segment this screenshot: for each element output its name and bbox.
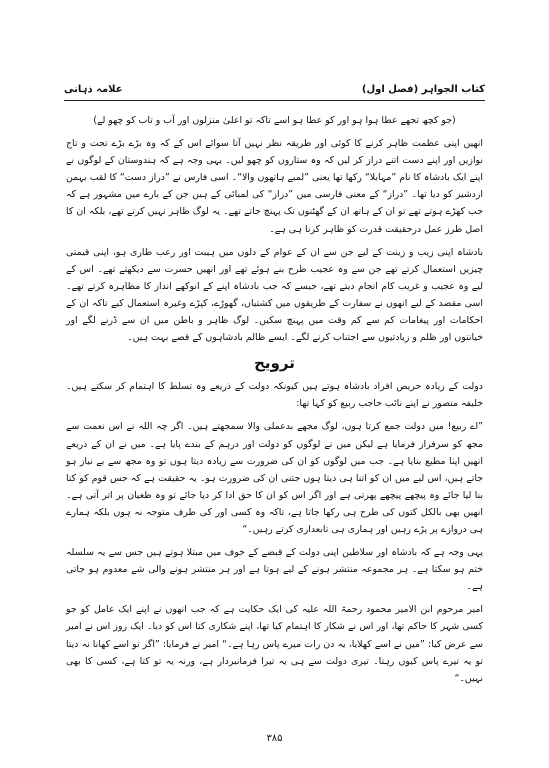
page-number: ۳۸۵ [266, 733, 283, 744]
block-quote: ”اے ربیع! میں دولت جمع کرتا ہوں، لوگ مجھے بدعملی والا سمجھتے ہیں۔ اگر چہ اللہ نے اس نعمت سے مجھ کو سرفراز فرمایا ہے لیکن میں نے لوگوں کو دولت اور درہم کے بندے پایا ہے۔ میں نے ان کے ذریعے انھیں اپنا مطیع بنایا ہے۔ جب میں لوگوں کو ان کی ضرورت سے زیادہ دیتا ہوں تو وہ مجھ سے بے نیاز ہو جاتے ہیں، اس لیے میں ان کو اتنا ہی دیتا ہوں جتنی ان کی ضرورت ہو۔ یہ حقیقت ہے کہ جس قوم کو کتا بنا لیا جائے وہ پیچھے پیچھے پھرتی ہے اور اگر اس کو ان کا حق ادا کر دیا جائے تو وہ طغیان پر اتر آتی ہے۔ انھیں بھی بالکل کتوں کی طرح ہی رکھا جاتا ہے، تاکہ وہ کسی اور کی طرف متوجہ نہ ہوں بلکہ ہمارے ہی دروازے پر پڑے رہیں اور ہماری ہی تابعداری کرتے رہیں۔“ [66, 421, 483, 535]
subtitle: (جو کچھ تجھے عطا ہوا ہو اور کو عطا ہو اسے تاکہ تو اعلیٰ منزلوں اور آب و تاب کو چھو لے) [93, 115, 456, 126]
paragraph: بادشاہ اپنی زیب و زینت کے لیے جن سے ان کے عوام کے دلوں میں ہیبت اور رعب طاری ہو، اپنی قیمتی چیزیں استعمال کرتے تھے جن سے وہ عجیب طرح بنے ہوئے تھے اور انھیں حسرت سے دیکھتے تھے۔ اس کے لیے وہ عجیب و غریب کام انجام دیتے تھے، جیسے کہ جب بادشاہ اپنے کے انوکھے انداز کا مظاہرہ کرتے تھے۔ اسی مقصد کے لیے انھوں نے سفارت کے طریقوں میں کشتیاں، گھوڑے، کپڑے وغیرہ استعمال کیے تاکہ ان کے احکامات اور پیغامات کم سے کم وقت میں پہنچ سکیں۔ لوگ ظاہر و باطن میں ان سے ڈرنے لگے اور خیانتوں اور ظلم و زیادتیوں سے اجتناب کرنے لگے۔ ایسے ظالم بادشاہوں کے قصے بہت ہیں۔ [66, 246, 483, 344]
page-body [66, 112, 483, 693]
paragraph: یہی وجہ ہے کہ بادشاہ اور سلاطین اپنی دولت کے قبضے کے خوف میں مبتلا ہوتے ہیں جس سے یہ سلسلہ ختم ہو سکتا ہے۔ ہر مجموعہ منتشر ہونے کے لیے ہوتا ہے اور ہر منتشر ہونے والی شے معدوم ہو جاتی ہے۔ [66, 547, 483, 593]
author-name: علامہ ذہانی [64, 84, 123, 95]
paragraph: انھیں اپنی عظمت ظاہر کرنے کا کوئی اور طریقہ نظر نہیں آتا سوائے اس کے کہ وہ بڑے بڑے تحت و تاج نوازیں اور اپنے دست اتنے دراز کر لیں کہ وہ ستاروں کو چھو لیں۔ یہی وجہ ہے کہ ہندوستان کے لوگوں نے اپنے ایک بادشاہ کا نام ”مہابلا“ رکھا تھا یعنی ”لمبے ہاتھوں والا“۔ اسی فارس نے ”دراز دست“ کا لقب بہمن اردشیر کو دیا تھا۔ ”دراز“ کے معنی فارسی میں ”دراز“ کی لمبائی کے ہیں جن کے بارے میں مشہور ہے کہ جب کھڑے ہوتے تھے تو ان کے ہاتھ ان کے گھٹنوں تک پہنچ جاتے تھے۔ یہ لوگ ظاہر نہیں کرتے تھے، بلکہ ان کا اصل طرز عمل درحقیقت قدرت کو ظاہر کرنا ہی ہے۔ [66, 138, 483, 235]
paragraph: امیر مرحوم ابن الامیر محمود رحمۃ اللہ علیہ کی ایک حکایت ہے کہ جب انھوں نے اپنے ایک عامل کو جو کسی شہر کا حاکم تھا، اور اس نے شکار کا اہتمام کیا تھا، اپنے شکاری کتا اس کو دیا۔ ایک روز اس نے امیر سے عرض کیا: ”میں نے اسے کھلایا، یہ دن رات میرے پاس رہا ہے۔“ امیر نے فرمایا: ”اگر تو اسے کھانا نہ دیتا تو یہ تیرے پاس کیوں رہتا۔ تیری دولت سے ہی یہ تیرا فرمانبردار ہے، ورنہ یہ تو کتا ہے، کسی کا بھی نہیں۔“ [66, 604, 483, 684]
section-heading: ترویح [254, 354, 295, 373]
running-header [64, 84, 485, 95]
book-title: کتاب الجواہر (فصل اول) [361, 84, 485, 95]
paragraph: دولت کے زیادہ حریص افراد بادشاہ ہوتے ہیں کیونکہ دولت کے ذریعے وہ تسلط کا اہتمام کر سکتے ہیں۔ خلیفہ منصور نے اپنے نائب حاجب ربیع کو کہا تھا: [66, 381, 483, 410]
header-rule [64, 100, 485, 101]
